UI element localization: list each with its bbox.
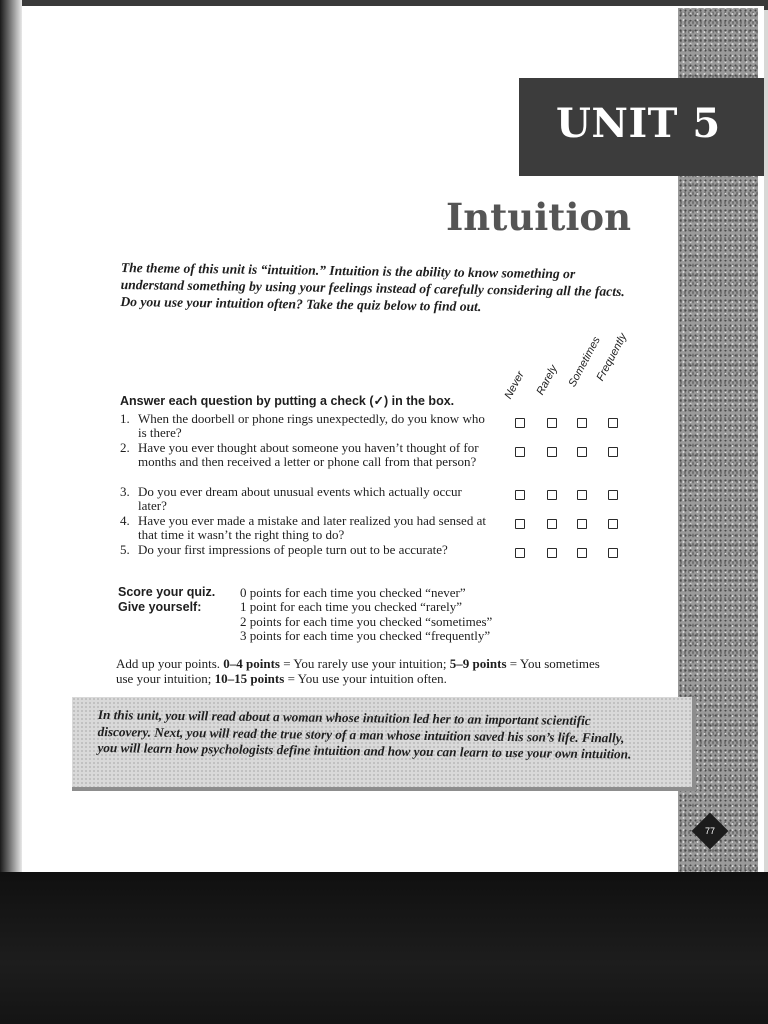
checkbox-frequently[interactable] xyxy=(608,447,618,457)
answer-checkbox-row xyxy=(515,519,625,531)
score-range-low: 0–4 points xyxy=(223,656,280,671)
question-text: Have you ever thought about someone you haven’t thought of for months and then received a letter or phone call from that person? xyxy=(138,440,479,470)
chapter-title: Intuition xyxy=(446,195,631,239)
question-text: Do you ever dream about unusual events which actually occur later? xyxy=(138,484,462,514)
checkbox-frequently[interactable] xyxy=(608,519,618,529)
scoring-rule: 3 points for each time you checked “frequently” xyxy=(240,627,491,643)
answer-checkbox-row xyxy=(515,548,625,560)
answer-checkbox-row xyxy=(515,447,625,459)
checkbox-frequently[interactable] xyxy=(608,490,618,500)
scale-label-sometimes: Sometimes xyxy=(566,334,603,389)
question-text: When the doorbell or phone rings unexpectedly, do you know who is there? xyxy=(138,411,485,441)
quiz-question: 5. Do your first impressions of people turn out to be accurate? xyxy=(120,543,490,572)
scale-label-rarely: Rarely xyxy=(534,363,560,397)
quiz-question: 4. Have you ever made a mistake and later realized you had sensed at that time it wasn’t the right thing to do? xyxy=(120,514,490,543)
checkbox-frequently[interactable] xyxy=(608,418,618,428)
checkbox-rarely[interactable] xyxy=(547,418,557,428)
checkbox-sometimes[interactable] xyxy=(577,519,587,529)
scoring-rule: 0 points for each time you checked “never” xyxy=(240,585,466,600)
checkbox-sometimes[interactable] xyxy=(577,418,587,428)
page-number: 77 xyxy=(704,826,715,836)
checkbox-sometimes[interactable] xyxy=(577,548,587,558)
quiz-question: 1. When the doorbell or phone rings unexpectedly, do you know who is there? xyxy=(120,412,490,441)
answer-checkbox-row xyxy=(515,418,625,430)
checkbox-rarely[interactable] xyxy=(547,447,557,457)
checkbox-never[interactable] xyxy=(515,548,525,558)
scale-label-frequently: Frequently xyxy=(594,331,630,383)
question-text: Have you ever made a mistake and later realized you had sensed at that time it wasn’t the right thing to do? xyxy=(138,513,486,543)
checkbox-never[interactable] xyxy=(515,519,525,529)
unit-summary-text: In this unit, you will read about a woman whose intuition led her to an important scientific discovery. Next, you will read the true story of a man whose intuition saved his son’s life. Finally, you will learn how psychologists define intuition and how you can learn to use your own intuition. xyxy=(97,707,632,762)
quiz-question: 2. Have you ever thought about someone you haven’t thought of for months and then received a letter or phone call from that person? xyxy=(120,441,490,485)
scoring-rules xyxy=(240,586,492,643)
answer-checkbox-row xyxy=(515,490,625,502)
checkbox-never[interactable] xyxy=(515,490,525,500)
checkbox-sometimes[interactable] xyxy=(577,447,587,457)
checkbox-rarely[interactable] xyxy=(547,519,557,529)
scan-background xyxy=(0,872,768,1024)
checkbox-sometimes[interactable] xyxy=(577,490,587,500)
unit-label: UNIT 5 xyxy=(556,100,721,147)
score-label: Score your quiz. Give yourself: xyxy=(118,585,216,614)
scoring-rule: 1 point for each time you checked “rarely” xyxy=(240,599,462,615)
checkbox-rarely[interactable] xyxy=(547,490,557,500)
checkbox-frequently[interactable] xyxy=(608,548,618,558)
scale-label-never: Never xyxy=(502,369,527,401)
checkbox-rarely[interactable] xyxy=(547,548,557,558)
quiz-question: 3. Do you ever dream about unusual events which actually occur later? xyxy=(120,485,490,514)
checkbox-never[interactable] xyxy=(515,418,525,428)
question-text: Do your first impressions of people turn out to be accurate? xyxy=(138,542,448,557)
checkbox-never[interactable] xyxy=(515,447,525,457)
score-range-mid: 5–9 points xyxy=(449,656,507,671)
book-gutter-shadow xyxy=(0,0,22,880)
score-interpretation: Add up your points. 0–4 points = You rarely use your intuition; 5–9 points = You sometimes use your intuition; 10–15 points = You use your intuition often. xyxy=(116,656,600,686)
score-range-high: 10–15 points xyxy=(214,671,285,686)
answer-scale-header xyxy=(502,331,635,407)
scoring-rule: 2 points for each time you checked “sometimes” xyxy=(240,613,493,629)
quiz-question-list xyxy=(120,412,490,572)
quiz-instructions: Answer each question by putting a check (✓) in the box. xyxy=(120,394,455,408)
intro-paragraph: The theme of this unit is “intuition.” Intuition is the ability to know something or understand something by using your feelings instead of carefully considering all the facts. Do you use your intuition often? Take the quiz below to find out. xyxy=(120,259,625,315)
